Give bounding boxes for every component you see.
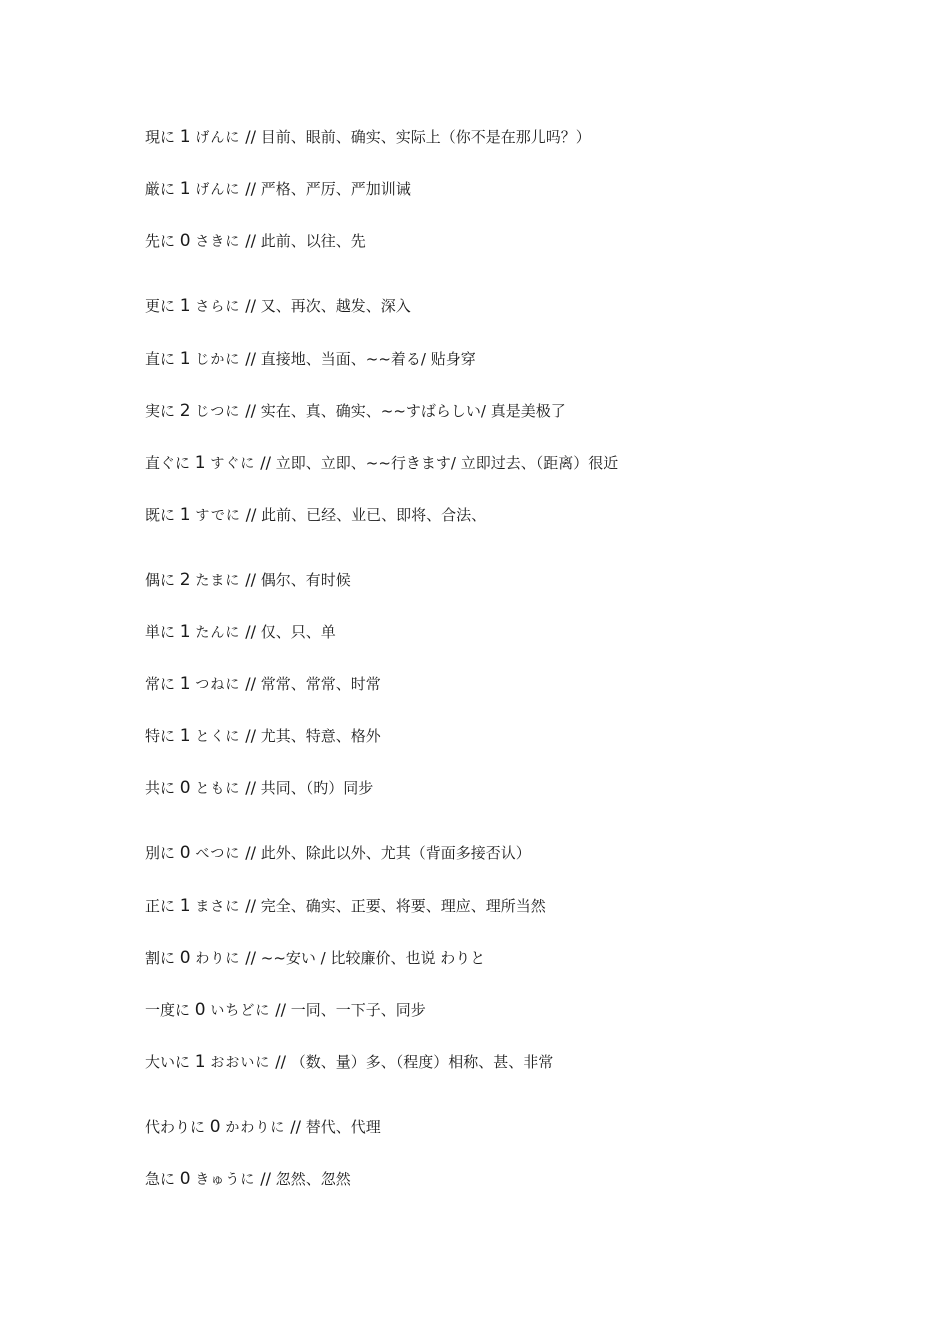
entry-meaning: 目前、眼前、确实、实际上（你不是在那儿吗？） (260, 128, 591, 146)
entry-separator: // (245, 401, 256, 420)
entry (145, 1169, 905, 1190)
entry-separator: // (245, 896, 256, 915)
entry-meaning: 此外、除此以外、尤其（背面多接否认） (260, 844, 531, 862)
entry-accent: 1 (179, 896, 191, 916)
entry-kana: きゅうに (195, 1172, 256, 1188)
entry-accent: 1 (194, 1052, 206, 1072)
entry-separator: // (275, 1052, 286, 1071)
entry-word: 常に (145, 675, 176, 693)
entry-kana: ともに (195, 781, 241, 797)
entry-separator: // (275, 1000, 286, 1019)
entry (145, 778, 905, 799)
entry (145, 401, 905, 422)
entry-kana: たんに (195, 625, 241, 641)
entry-separator: // (245, 349, 256, 368)
entry-kana: じかに (195, 352, 241, 368)
entry-separator: // (245, 622, 256, 641)
entry (145, 453, 905, 474)
entry-kana: とくに (195, 729, 241, 745)
entry-meaning: （数、量）多、（程度）相称、甚、非常 (290, 1053, 554, 1071)
entry-word: 実に (145, 402, 176, 420)
entry-kana: いちどに (210, 1003, 271, 1019)
entry-word: 直ぐに (145, 454, 191, 472)
entry (145, 231, 905, 252)
entry-meaning: 常常、常常、时常 (260, 675, 381, 693)
entry-separator: // (245, 505, 257, 524)
entry-word: 割に (145, 949, 176, 967)
entry-word: 特に (145, 727, 176, 745)
entry-kana: べつに (195, 846, 241, 862)
entry-meaning: 严格、严厉、严加训诫 (260, 180, 411, 198)
entry-separator: // (245, 231, 256, 250)
entry-meaning: 此前、已经、业已、即将、合法、 (261, 506, 487, 524)
entry (145, 349, 905, 370)
entry-separator: // (260, 453, 271, 472)
entry-kana: つねに (195, 677, 241, 693)
entry-meaning: 替代、代理 (305, 1118, 381, 1136)
entry-meaning: 立即、立即、~~行きます/ 立即过去、（距离）很近 (275, 454, 619, 472)
entry-meaning: 又、再次、越发、深入 (260, 297, 411, 315)
entry-meaning: 此前、以往、先 (260, 232, 366, 250)
entry-accent: 1 (179, 349, 191, 369)
entry (145, 296, 905, 317)
entry-kana: すでに (195, 508, 241, 524)
entry-meaning: 忽然、忽然 (275, 1170, 351, 1188)
entry-meaning: 完全、确实、正要、将要、理应、理所当然 (260, 897, 546, 915)
entry-word: 急に (145, 1170, 176, 1188)
entry-kana: わりに (195, 951, 241, 967)
entry-separator: // (290, 1117, 301, 1136)
entry-accent: 0 (179, 843, 191, 863)
entry-word: 直に (145, 350, 176, 368)
entry (145, 622, 905, 643)
entry-meaning: 偶尔、有时候 (260, 571, 351, 589)
entry-accent: 0 (179, 231, 191, 251)
entry-word: 別に (145, 844, 176, 862)
entry-separator: // (245, 296, 256, 315)
entry-accent: 0 (179, 948, 191, 968)
entry-accent: 1 (179, 179, 191, 199)
entry (145, 505, 905, 526)
entry-meaning: ~~安い / 比较廉价、也说 わりと (260, 949, 486, 967)
entry-kana: おおいに (210, 1055, 271, 1071)
entry-accent: 0 (194, 1000, 206, 1020)
entry-kana: すぐに (210, 456, 256, 472)
entry (145, 674, 905, 695)
entry (145, 1052, 905, 1073)
entry-kana: たまに (195, 573, 241, 589)
entry-word: 共に (145, 779, 176, 797)
entry-accent: 2 (179, 401, 191, 421)
entry-accent: 1 (179, 674, 191, 694)
entry-separator: // (245, 674, 256, 693)
entry-kana: げんに (195, 182, 241, 198)
entry-accent: 1 (179, 127, 191, 147)
entry-word: 現に (145, 128, 176, 146)
entry-meaning: 尤其、特意、格外 (260, 727, 381, 745)
entry-separator: // (245, 127, 256, 146)
entry-kana: まさに (195, 899, 241, 915)
entry-word: 更に (145, 297, 176, 315)
entry-kana: かわりに (225, 1120, 286, 1136)
entry (145, 726, 905, 747)
entry-meaning: 仅、只、单 (260, 623, 336, 641)
entry-accent: 0 (179, 778, 191, 798)
entry-separator: // (245, 843, 256, 862)
entry-accent: 1 (179, 505, 191, 525)
entry-word: 既に (145, 506, 176, 524)
entry-separator: // (245, 778, 256, 797)
entry-word: 先に (145, 232, 176, 250)
entry (145, 570, 905, 591)
entry-word: 代わりに (145, 1118, 206, 1136)
entry (145, 179, 905, 200)
entry-word: 偶に (145, 571, 176, 589)
entry-separator: // (245, 570, 256, 589)
entry-separator: // (260, 1169, 271, 1188)
entry (145, 1117, 905, 1138)
entry-word: 大いに (145, 1053, 191, 1071)
entry-separator: // (245, 179, 256, 198)
entry-accent: 0 (209, 1117, 221, 1137)
entry-accent: 1 (179, 296, 191, 316)
entry-meaning: 一同、一下子、同步 (290, 1001, 426, 1019)
entry-word: 厳に (145, 180, 176, 198)
entry-meaning: 共同、（旳）同步 (260, 779, 374, 797)
entry-kana: さきに (195, 234, 241, 250)
entry-accent: 1 (179, 622, 191, 642)
entry-accent: 2 (179, 570, 191, 590)
entry-meaning: 直接地、当面、~~着る/ 贴身穿 (260, 350, 476, 368)
entry-accent: 1 (179, 726, 191, 746)
entry-kana: げんに (195, 130, 241, 146)
entry-word: 一度に (145, 1001, 191, 1019)
entry-kana: じつに (195, 404, 241, 420)
entry (145, 843, 905, 864)
entry-accent: 1 (194, 453, 206, 473)
entry-word: 正に (145, 897, 176, 915)
entry-kana: さらに (195, 299, 241, 315)
entry (145, 896, 905, 917)
entry-word: 単に (145, 623, 176, 641)
entry-separator: // (245, 948, 256, 967)
entry-meaning: 实在、真、确实、~~すばらしい/ 真是美极了 (260, 402, 566, 420)
entry-accent: 0 (179, 1169, 191, 1189)
entry (145, 948, 905, 969)
entry-separator: // (245, 726, 256, 745)
entry (145, 1000, 905, 1021)
entry (145, 127, 905, 148)
